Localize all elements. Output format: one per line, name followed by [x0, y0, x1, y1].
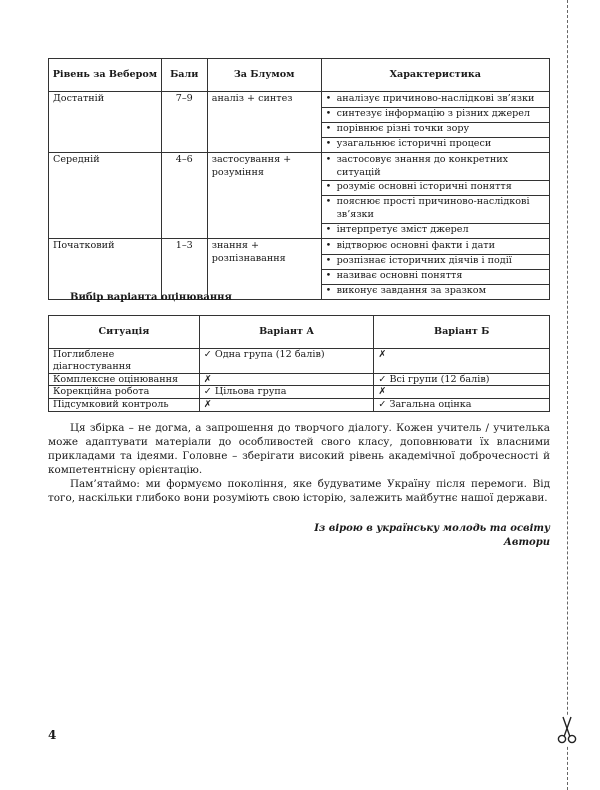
body-paragraph: Ця збірка – не догма, а запрошення до творчого діалогу. Кожен учитель / учителька може адаптувати матеріали до особливостей свого класу, доповнювати їх власними прикладами та ідеями. Головне – зберігати високий рівень академічної доброчесності й компетентнісну орієнтацію.	[48, 422, 550, 476]
grading-levels-table	[48, 58, 550, 300]
variant-a-cell: ✗	[199, 373, 374, 386]
table-header-row	[49, 59, 550, 92]
characteristics-cell	[321, 239, 549, 300]
bloom-cell: знання + розпізнавання	[207, 239, 321, 300]
points-cell: 4–6	[161, 152, 207, 238]
table-row	[49, 373, 550, 386]
list-item: • аналізує причиново-наслідкові зв’язки	[322, 93, 549, 108]
list-item: • відтворює основні факти і дати	[322, 240, 549, 255]
list-item: • узагальнює історичні процеси	[322, 138, 549, 152]
section-title: Вибір варіанта оцінювання	[70, 292, 232, 303]
col-header-situation: Ситуація	[49, 316, 200, 349]
table-row	[49, 349, 550, 374]
list-item: • порівнює різні точки зору	[322, 123, 549, 138]
table-row	[49, 399, 550, 412]
list-item: • пояснює прості причиново-наслідкові зв’язки	[322, 196, 549, 224]
variant-b-cell: ✓ Всі групи (12 балів)	[374, 373, 550, 386]
signature-authors: Автори	[503, 537, 550, 548]
bloom-cell: аналіз + синтез	[207, 92, 321, 153]
level-cell: Достатній	[49, 92, 162, 153]
cut-line	[567, 0, 568, 790]
col-header-characteristics: Характеристика	[321, 59, 549, 92]
table-row	[49, 239, 550, 300]
col-header-points: Бали	[161, 59, 207, 92]
page-number: 4	[48, 728, 57, 742]
col-header-variant-b: Варіант Б	[374, 316, 550, 349]
level-cell: Середній	[49, 152, 162, 238]
situation-cell: Комплексне оцінювання	[49, 373, 200, 386]
variant-a-cell: ✗	[199, 399, 374, 412]
list-item: • синтезує інформацію з різних джерел	[322, 108, 549, 123]
situation-cell: Підсумковий контроль	[49, 399, 200, 412]
points-cell: 1–3	[161, 239, 207, 300]
list-item: • застосовує знання до конкретних ситуацій	[322, 154, 549, 182]
bloom-cell: застосування + розуміння	[207, 152, 321, 238]
list-item: • розпізнає історичних діячів і події	[322, 255, 549, 270]
col-header-bloom: За Блумом	[207, 59, 321, 92]
variant-a-cell: ✓ Цільова група	[199, 386, 374, 399]
variant-b-cell: ✗	[374, 349, 550, 374]
list-item: • виконує завдання за зразком	[322, 285, 549, 299]
points-cell: 7–9	[161, 92, 207, 153]
table-header-row	[49, 316, 550, 349]
characteristics-cell	[321, 92, 549, 153]
col-header-variant-a: Варіант А	[199, 316, 374, 349]
assessment-variant-table	[48, 315, 550, 412]
situation-cell: Поглиблене діагностування	[49, 349, 200, 374]
variant-a-cell: ✓ Одна група (12 балів)	[199, 349, 374, 374]
table-row	[49, 386, 550, 399]
list-item: • називає основні поняття	[322, 270, 549, 285]
body-paragraph: Пам’ятаймо: ми формуємо покоління, яке будуватиме Україну після перемоги. Від того, наскільки глибоко вони розуміють свою історію, залежить майбутнє нашої держави.	[48, 478, 550, 504]
table-row	[49, 152, 550, 238]
list-item: • інтерпретує зміст джерел	[322, 224, 549, 238]
table-row	[49, 92, 550, 153]
list-item: • розуміє основні історичні поняття	[322, 181, 549, 196]
signature-dedication: Із вірою в українську молодь та освіту	[314, 523, 550, 534]
col-header-level: Рівень за Вебером	[49, 59, 162, 92]
situation-cell: Корекційна робота	[49, 386, 200, 399]
variant-b-cell: ✗	[374, 386, 550, 399]
level-cell: Початковий	[49, 239, 162, 300]
characteristics-cell	[321, 152, 549, 238]
scissors-icon	[556, 715, 578, 745]
variant-b-cell: ✓ Загальна оцінка	[374, 399, 550, 412]
